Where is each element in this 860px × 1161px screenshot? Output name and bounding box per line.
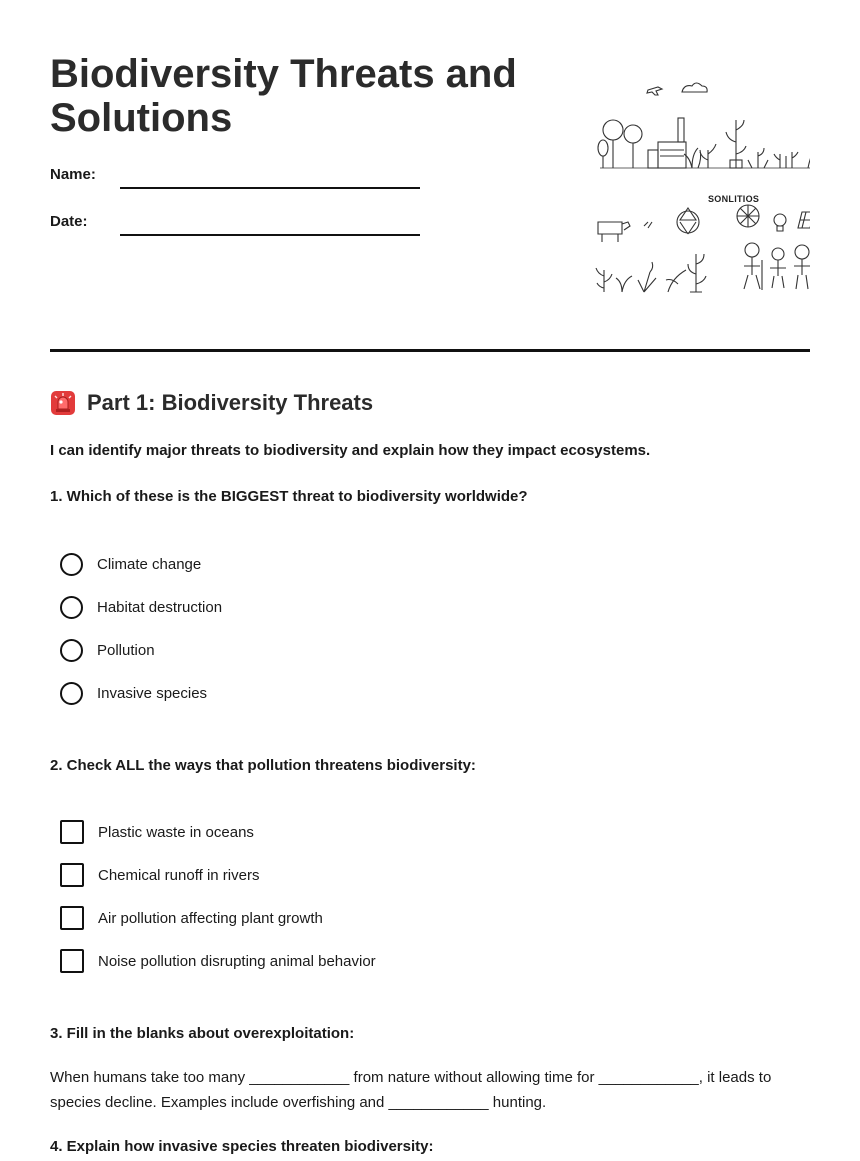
- learning-objective: I can identify major threats to biodiversity and explain how they impact ecosystems.: [50, 442, 651, 459]
- q1-option-1[interactable]: [60, 551, 201, 577]
- checkbox[interactable]: [60, 949, 84, 973]
- checkbox[interactable]: [60, 906, 84, 930]
- date-line[interactable]: [120, 234, 420, 236]
- question-4: 4. Explain how invasive species threaten biodiversity:: [50, 1138, 434, 1155]
- radio-button[interactable]: [60, 682, 83, 705]
- section-title-part1: [50, 390, 373, 416]
- option-label: Invasive species: [97, 684, 208, 702]
- q2-option-3[interactable]: [60, 905, 323, 931]
- biodiversity-illustration: [540, 70, 810, 310]
- worksheet-page: [50, 0, 810, 1155]
- section-title-text: Part 1: Biodiversity Threats: [87, 390, 374, 415]
- page-title: Biodiversity Threats and Solutions: [50, 52, 517, 140]
- name-line[interactable]: [120, 187, 420, 189]
- date-field[interactable]: [50, 213, 430, 243]
- q1-option-2[interactable]: [60, 594, 222, 620]
- option-label: Habitat destruction: [97, 598, 223, 616]
- question-3: 3. Fill in the blanks about overexploitation:: [50, 1025, 355, 1042]
- radio-button[interactable]: [60, 639, 83, 662]
- option-label: Pollution: [97, 641, 155, 659]
- name-label: Name:: [50, 166, 96, 183]
- q2-option-1[interactable]: [60, 819, 254, 845]
- date-label: Date:: [50, 213, 88, 230]
- fill-in-the-blank-sentence[interactable]: When humans take too many ____________ from nature without allowing time for ____________, it leads to species decline. Examples include overfishing and ____________ hunting.: [50, 1069, 772, 1111]
- question-2: 2. Check ALL the ways that pollution threatens biodiversity:: [50, 757, 476, 774]
- siren-icon: [50, 390, 76, 416]
- option-label: Climate change: [97, 555, 202, 573]
- option-label: Noise pollution disrupting animal behavior: [98, 952, 376, 970]
- header-divider: [50, 349, 810, 352]
- radio-button[interactable]: [60, 596, 83, 619]
- checkbox[interactable]: [60, 820, 84, 844]
- question-1: 1. Which of these is the BIGGEST threat to biodiversity worldwide?: [50, 488, 528, 505]
- option-label: Air pollution affecting plant growth: [98, 909, 323, 927]
- name-field[interactable]: [50, 166, 430, 196]
- checkbox[interactable]: [60, 863, 84, 887]
- illustration-drawing: [540, 70, 810, 310]
- q1-option-3[interactable]: [60, 637, 155, 663]
- option-label: Chemical runoff in rivers: [98, 866, 260, 884]
- illustration-caption: SONLITIOS: [708, 194, 760, 204]
- q1-option-4[interactable]: [60, 680, 207, 706]
- option-label: Plastic waste in oceans: [98, 823, 254, 841]
- radio-button[interactable]: [60, 553, 83, 576]
- worksheet-header: [50, 0, 810, 352]
- q2-option-4[interactable]: [60, 948, 376, 974]
- q2-option-2[interactable]: [60, 862, 259, 888]
